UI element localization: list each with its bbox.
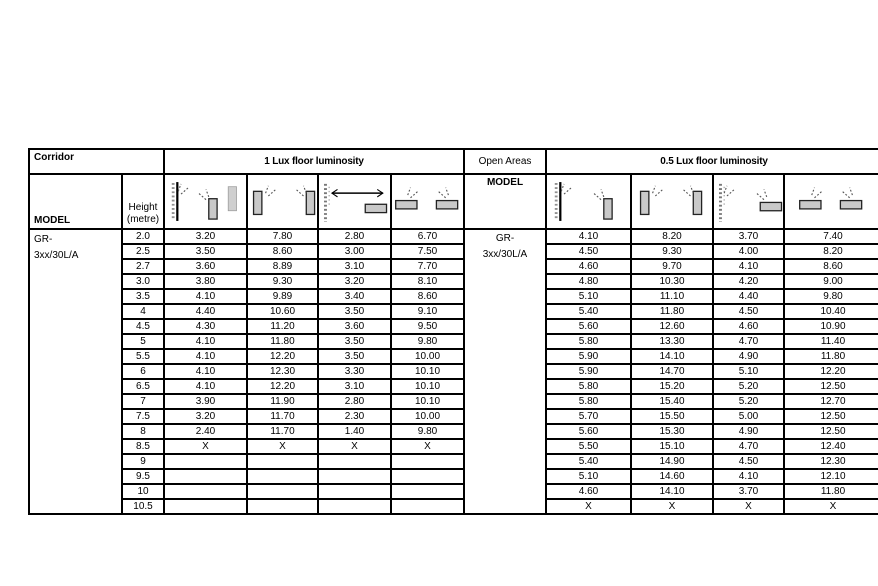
- height-label-line1: Height: [128, 202, 158, 213]
- value-cell: 10.60: [247, 304, 318, 319]
- value-cell: 12.20: [247, 349, 318, 364]
- value-cell: 5.60: [546, 424, 631, 439]
- value-cell: [247, 484, 318, 499]
- value-cell: 5.10: [546, 289, 631, 304]
- table-row: [29, 304, 878, 319]
- value-cell: 6.70: [391, 229, 464, 244]
- value-cell: 7.80: [247, 229, 318, 244]
- table-row: [29, 469, 878, 484]
- model-column-header-right: MODEL: [464, 174, 546, 229]
- table-row: [29, 334, 878, 349]
- value-cell: 12.50: [784, 409, 878, 424]
- table-row: [29, 394, 878, 409]
- value-cell: [164, 484, 247, 499]
- value-cell: 11.80: [784, 484, 878, 499]
- value-cell: 7.50: [391, 244, 464, 259]
- value-cell: 10.10: [391, 379, 464, 394]
- value-cell: 11.80: [784, 349, 878, 364]
- value-cell: 3.40: [318, 289, 391, 304]
- corridor-section-label: Corridor: [29, 149, 164, 174]
- value-cell: 4.50: [546, 244, 631, 259]
- table-row: [29, 259, 878, 274]
- height-cell: 10: [122, 484, 164, 499]
- height-cell: 7: [122, 394, 164, 409]
- value-cell: 5.80: [546, 334, 631, 349]
- value-cell: 8.89: [247, 259, 318, 274]
- value-cell: 10.30: [631, 274, 713, 289]
- value-cell: 9.80: [784, 289, 878, 304]
- value-cell: 3.00: [318, 244, 391, 259]
- value-cell: 15.50: [631, 409, 713, 424]
- height-cell: 7.5: [122, 409, 164, 424]
- model-name-line: GR-: [34, 234, 53, 245]
- value-cell: [391, 484, 464, 499]
- value-cell: 3.80: [164, 274, 247, 289]
- value-cell: 5.60: [546, 319, 631, 334]
- height-column-header: [122, 174, 164, 229]
- value-cell: 12.60: [631, 319, 713, 334]
- value-cell: 4.10: [164, 334, 247, 349]
- value-cell: 3.20: [164, 229, 247, 244]
- value-cell: 2.30: [318, 409, 391, 424]
- value-cell: 15.10: [631, 439, 713, 454]
- value-cell: 3.60: [318, 319, 391, 334]
- dual-horizontal-fixtures-icon: [784, 174, 878, 229]
- value-cell: 4.70: [713, 439, 784, 454]
- value-cell: 4.60: [546, 484, 631, 499]
- value-cell: 4.50: [713, 304, 784, 319]
- value-cell: 14.10: [631, 349, 713, 364]
- value-cell: 15.30: [631, 424, 713, 439]
- model-name-line: GR-: [495, 233, 515, 244]
- value-cell: [247, 454, 318, 469]
- value-cell: 11.20: [247, 319, 318, 334]
- value-cell: X: [318, 439, 391, 454]
- value-cell: 5.70: [546, 409, 631, 424]
- value-cell: 12.70: [784, 394, 878, 409]
- height-cell: 10.5: [122, 499, 164, 514]
- value-cell: X: [784, 499, 878, 514]
- value-cell: 5.80: [546, 394, 631, 409]
- value-cell: 4.30: [164, 319, 247, 334]
- value-cell: 11.90: [247, 394, 318, 409]
- value-cell: 5.40: [546, 454, 631, 469]
- value-cell: 14.60: [631, 469, 713, 484]
- value-cell: 3.50: [318, 349, 391, 364]
- height-label-line2: (metre): [126, 214, 160, 225]
- value-cell: 14.70: [631, 364, 713, 379]
- model-column-header-left: MODEL: [29, 174, 122, 229]
- height-cell: 9: [122, 454, 164, 469]
- table-row: [29, 484, 878, 499]
- value-cell: 4.10: [164, 289, 247, 304]
- value-cell: X: [631, 499, 713, 514]
- height-cell: 8: [122, 424, 164, 439]
- section-header-row: [29, 149, 878, 174]
- value-cell: 2.80: [318, 229, 391, 244]
- value-cell: [391, 469, 464, 484]
- value-cell: 9.70: [631, 259, 713, 274]
- height-cell: 3.0: [122, 274, 164, 289]
- model-name-line: 3xx/30L/A: [482, 249, 528, 260]
- value-cell: 4.90: [713, 349, 784, 364]
- value-cell: 3.90: [164, 394, 247, 409]
- value-cell: 8.60: [391, 289, 464, 304]
- table-row: [29, 424, 878, 439]
- table-row: [29, 319, 878, 334]
- table-row: [29, 229, 878, 244]
- value-cell: X: [247, 439, 318, 454]
- dual-horizontal-fixtures-icon: [391, 174, 464, 229]
- value-cell: 8.20: [784, 244, 878, 259]
- table-row: [29, 409, 878, 424]
- height-cell: 4: [122, 304, 164, 319]
- value-cell: 5.90: [546, 349, 631, 364]
- value-cell: 10.90: [784, 319, 878, 334]
- value-cell: 9.80: [391, 424, 464, 439]
- value-cell: 8.60: [784, 259, 878, 274]
- height-cell: 2.5: [122, 244, 164, 259]
- value-cell: 5.10: [713, 364, 784, 379]
- table-row: [29, 499, 878, 514]
- value-cell: 5.80: [546, 379, 631, 394]
- value-cell: 11.70: [247, 409, 318, 424]
- value-cell: 4.40: [164, 304, 247, 319]
- value-cell: [247, 499, 318, 514]
- height-cell: 4.5: [122, 319, 164, 334]
- value-cell: 4.20: [713, 274, 784, 289]
- value-cell: [164, 469, 247, 484]
- value-cell: 15.20: [631, 379, 713, 394]
- value-cell: 12.50: [784, 379, 878, 394]
- value-cell: 2.80: [318, 394, 391, 409]
- value-cell: 8.20: [631, 229, 713, 244]
- table-row: [29, 274, 878, 289]
- height-cell: 5.5: [122, 349, 164, 364]
- value-cell: [247, 469, 318, 484]
- value-cell: 3.70: [713, 229, 784, 244]
- value-cell: 5.20: [713, 379, 784, 394]
- height-cell: 2.7: [122, 259, 164, 274]
- value-cell: [391, 499, 464, 514]
- value-cell: 14.90: [631, 454, 713, 469]
- luminosity-table: [28, 148, 878, 515]
- value-cell: [318, 499, 391, 514]
- model-name-line: 3xx/30L/A: [34, 250, 79, 261]
- value-cell: 14.10: [631, 484, 713, 499]
- value-cell: 12.20: [247, 379, 318, 394]
- height-cell: 2.0: [122, 229, 164, 244]
- wall-vertical-fixture-icon: [546, 174, 631, 229]
- value-cell: [318, 469, 391, 484]
- value-cell: 7.70: [391, 259, 464, 274]
- value-cell: 9.10: [391, 304, 464, 319]
- wall-horizontal-fixture-icon: [713, 174, 784, 229]
- value-cell: 5.50: [546, 439, 631, 454]
- value-cell: 4.50: [713, 454, 784, 469]
- value-cell: 3.50: [164, 244, 247, 259]
- dual-vertical-fixtures-icon: [631, 174, 713, 229]
- height-cell: 6.5: [122, 379, 164, 394]
- value-cell: 9.50: [391, 319, 464, 334]
- value-cell: 4.10: [546, 229, 631, 244]
- value-cell: 5.10: [546, 469, 631, 484]
- table-row: [29, 349, 878, 364]
- value-cell: 4.90: [713, 424, 784, 439]
- value-cell: 11.70: [247, 424, 318, 439]
- height-cell: 9.5: [122, 469, 164, 484]
- value-cell: 3.20: [318, 274, 391, 289]
- table-row: [29, 379, 878, 394]
- value-cell: 11.80: [631, 304, 713, 319]
- value-cell: 4.80: [546, 274, 631, 289]
- value-cell: 8.60: [247, 244, 318, 259]
- value-cell: 7.40: [784, 229, 878, 244]
- value-cell: 10.00: [391, 409, 464, 424]
- value-cell: 4.10: [164, 379, 247, 394]
- value-cell: X: [546, 499, 631, 514]
- value-cell: 12.30: [247, 364, 318, 379]
- table-row: [29, 244, 878, 259]
- value-cell: 12.20: [784, 364, 878, 379]
- value-cell: 4.10: [164, 364, 247, 379]
- height-cell: 3.5: [122, 289, 164, 304]
- value-cell: [318, 454, 391, 469]
- value-cell: 11.10: [631, 289, 713, 304]
- value-cell: 4.10: [713, 259, 784, 274]
- value-cell: 3.50: [318, 334, 391, 349]
- value-cell: 2.40: [164, 424, 247, 439]
- value-cell: [164, 454, 247, 469]
- value-cell: 9.80: [391, 334, 464, 349]
- value-cell: 5.40: [546, 304, 631, 319]
- value-cell: 11.40: [784, 334, 878, 349]
- value-cell: 4.60: [546, 259, 631, 274]
- table-body: [29, 229, 878, 514]
- value-cell: 9.00: [784, 274, 878, 289]
- value-cell: 12.10: [784, 469, 878, 484]
- value-cell: 4.10: [713, 469, 784, 484]
- table-row: [29, 439, 878, 454]
- open-areas-section-label: Open Areas: [464, 149, 546, 174]
- value-cell: 8.10: [391, 274, 464, 289]
- value-cell: 3.60: [164, 259, 247, 274]
- column-header-row: [29, 174, 878, 229]
- value-cell: 10.40: [784, 304, 878, 319]
- model-name-left: [29, 229, 122, 514]
- value-cell: 5.00: [713, 409, 784, 424]
- value-cell: 9.30: [247, 274, 318, 289]
- value-cell: 10.10: [391, 364, 464, 379]
- value-cell: [164, 499, 247, 514]
- value-cell: 3.20: [164, 409, 247, 424]
- value-cell: 12.30: [784, 454, 878, 469]
- value-cell: 3.10: [318, 259, 391, 274]
- value-cell: 10.10: [391, 394, 464, 409]
- value-cell: 3.50: [318, 304, 391, 319]
- value-cell: 1.40: [318, 424, 391, 439]
- value-cell: X: [164, 439, 247, 454]
- table-row: [29, 364, 878, 379]
- value-cell: [318, 484, 391, 499]
- value-cell: 11.80: [247, 334, 318, 349]
- value-cell: 15.40: [631, 394, 713, 409]
- lux-1-header: 1 Lux floor luminosity: [164, 149, 464, 174]
- value-cell: X: [713, 499, 784, 514]
- value-cell: 9.89: [247, 289, 318, 304]
- value-cell: 4.10: [164, 349, 247, 364]
- value-cell: 12.40: [784, 439, 878, 454]
- value-cell: 3.30: [318, 364, 391, 379]
- value-cell: 5.90: [546, 364, 631, 379]
- table-row: [29, 454, 878, 469]
- wall-horizontal-fixture-arrow-icon: [318, 174, 391, 229]
- value-cell: 9.30: [631, 244, 713, 259]
- value-cell: 4.60: [713, 319, 784, 334]
- value-cell: 13.30: [631, 334, 713, 349]
- value-cell: 12.50: [784, 424, 878, 439]
- value-cell: 3.70: [713, 484, 784, 499]
- table-head: [29, 149, 878, 229]
- value-cell: 10.00: [391, 349, 464, 364]
- model-name-right: [464, 229, 546, 514]
- table-wrapper: [28, 148, 878, 515]
- wall-vertical-fixture-corridor-icon: [164, 174, 247, 229]
- lux-05-header: 0.5 Lux floor luminosity: [546, 149, 878, 174]
- value-cell: 4.00: [713, 244, 784, 259]
- value-cell: 5.20: [713, 394, 784, 409]
- value-cell: X: [391, 439, 464, 454]
- value-cell: 4.70: [713, 334, 784, 349]
- value-cell: [391, 454, 464, 469]
- height-cell: 5: [122, 334, 164, 349]
- value-cell: 4.40: [713, 289, 784, 304]
- height-cell: 8.5: [122, 439, 164, 454]
- height-cell: 6: [122, 364, 164, 379]
- dual-vertical-fixtures-icon: [247, 174, 318, 229]
- value-cell: 3.10: [318, 379, 391, 394]
- table-row: [29, 289, 878, 304]
